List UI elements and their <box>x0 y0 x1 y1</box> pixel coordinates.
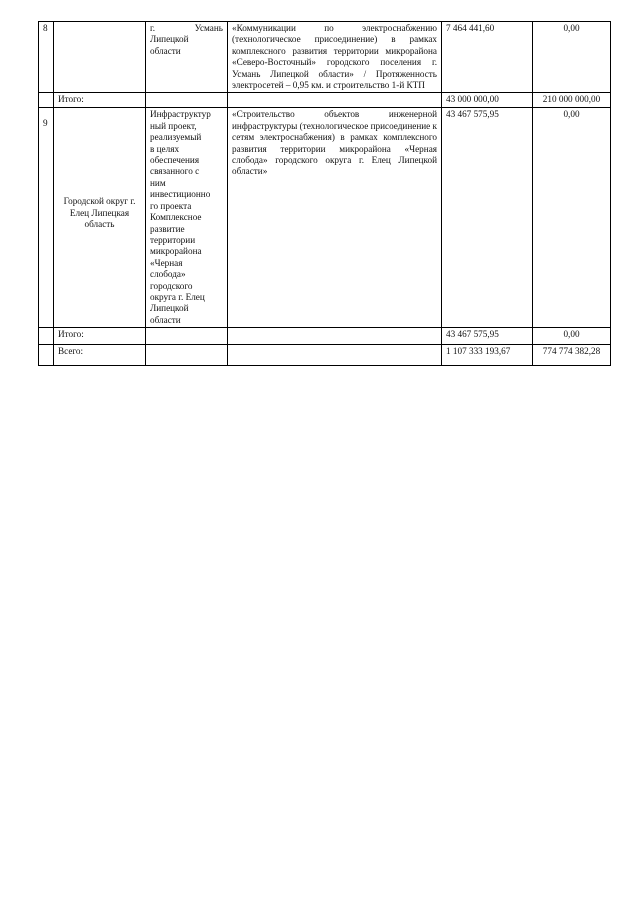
project-type-cell <box>146 22 228 93</box>
project-type-line: Липецкой <box>150 303 189 314</box>
amount-cell: 0,00 <box>533 22 611 93</box>
subtotal-row <box>39 93 611 108</box>
row-number: 9 <box>39 108 54 328</box>
project-type-line: г. <box>150 23 156 33</box>
project-type-line: Комплексное <box>150 212 202 223</box>
project-type-line: реализуемый <box>150 132 202 143</box>
amount-cell: 774 774 382,28 <box>533 345 611 366</box>
amount-cell: 0,00 <box>533 328 611 345</box>
project-type-line: микрорайона <box>150 246 202 257</box>
subtotal-label: Итого: <box>54 328 146 345</box>
amount-cell: 43 467 575,95 <box>442 108 533 328</box>
amount-cell: 43 467 575,95 <box>442 328 533 345</box>
project-type-line: области <box>150 314 181 325</box>
description-cell: «Строительство объектов инженерной инфраструктуры (технологическое присоединение к сетям электроснабжения) в рамках комплексного развития территории микрорайона «Черная слобода» городского округа г. Елец Липецкой области» <box>228 108 442 328</box>
project-type-line: инвестиционно <box>150 189 211 200</box>
project-type-cell <box>146 108 228 328</box>
project-type-line: округа г. Елец <box>150 291 205 302</box>
total-label: Всего: <box>54 345 146 366</box>
project-type-line: развитие <box>150 223 185 234</box>
row-number: 8 <box>39 22 54 93</box>
table-row <box>39 108 611 328</box>
project-type-line: городского <box>150 280 193 291</box>
project-type-line: Липецкой <box>150 34 189 45</box>
project-type-line: «Черная <box>150 257 183 268</box>
amount-cell: 7 464 441,60 <box>442 22 533 93</box>
project-type-line: го проекта <box>150 200 192 211</box>
budget-table <box>38 21 611 366</box>
subtotal-label: Итого: <box>54 93 146 108</box>
project-type-line: территории <box>150 234 196 245</box>
amount-cell: 1 107 333 193,67 <box>442 345 533 366</box>
project-type-line: Усмань <box>194 23 223 33</box>
project-type-line: ним <box>150 177 166 188</box>
subtotal-row <box>39 328 611 345</box>
project-type-line: слобода» <box>150 269 186 280</box>
project-type-line: Инфраструктур <box>150 109 211 120</box>
project-type-line: области <box>150 45 181 56</box>
project-type-line: связанного с <box>150 166 200 177</box>
amount-cell: 0,00 <box>533 108 611 328</box>
municipality-cell <box>54 22 146 93</box>
description-cell: «Коммуникации по электроснабжению (технологическое присоединение) в рамках комплексного развития территории микрорайона «Северо-Восточный» городского поселения г. Усмань Липецкой области» / Протяженность электросетей – 0,95 км. и строительство 1-й КТП <box>228 22 442 93</box>
project-type-line: в целях <box>150 143 180 154</box>
project-type-line: ный проект, <box>150 120 197 131</box>
total-row <box>39 345 611 366</box>
amount-cell: 43 000 000,00 <box>442 93 533 108</box>
project-type-line: обеспечения <box>150 155 200 166</box>
municipality-cell: Городской округ г. Елец Липецкая область <box>54 108 146 328</box>
table-row <box>39 22 611 93</box>
amount-cell: 210 000 000,00 <box>533 93 611 108</box>
